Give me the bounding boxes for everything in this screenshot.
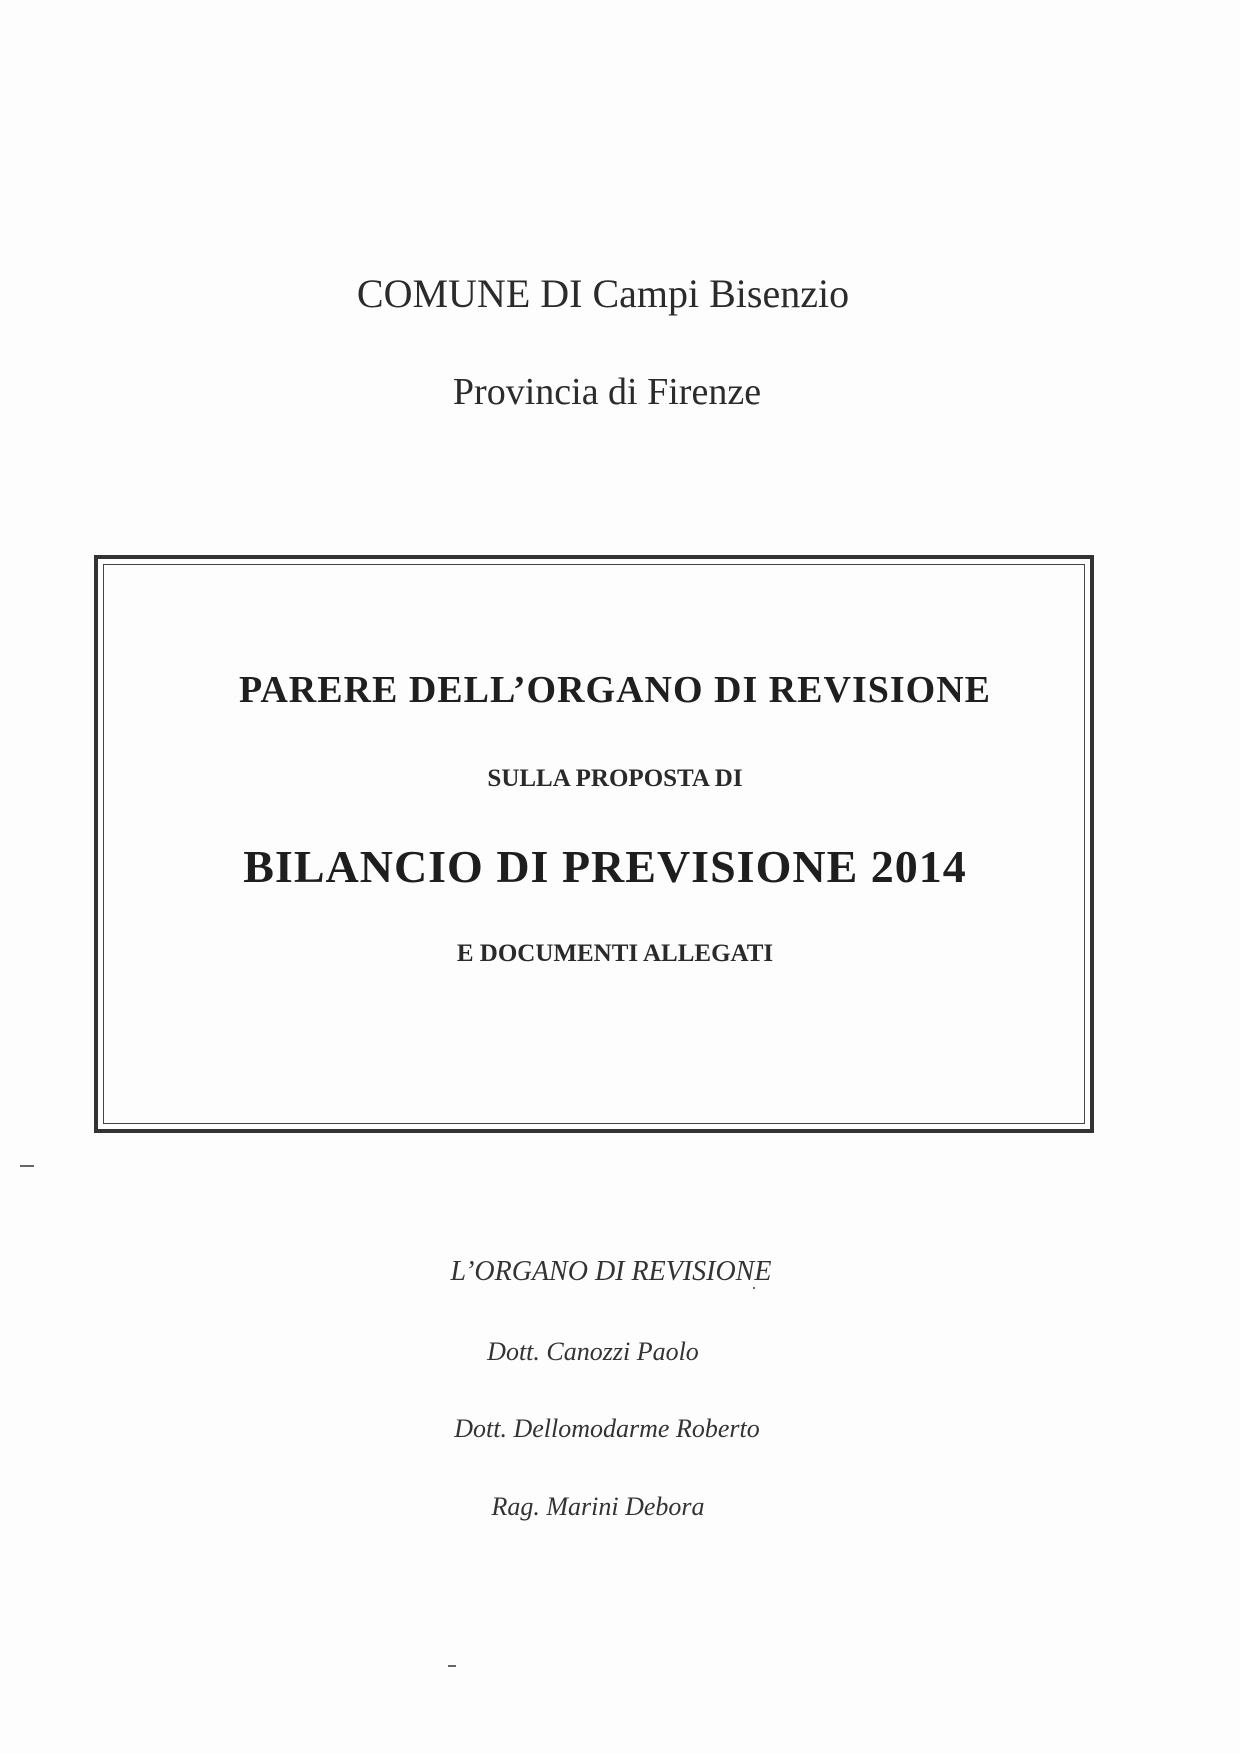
member-name: Dott. Canozzi Paolo xyxy=(487,1337,699,1366)
bilancio-title: BILANCIO DI PREVISIONE 2014 xyxy=(243,841,967,892)
member-name: Rag. Marini Debora xyxy=(491,1492,705,1521)
comune-heading: COMUNE DI Campi Bisenzio xyxy=(356,271,850,316)
scan-mark xyxy=(753,1287,755,1289)
parere-title: PARERE DELL’ORGANO DI REVISIONE xyxy=(238,669,992,711)
allegati-note: E DOCUMENTI ALLEGATI xyxy=(456,940,774,967)
provincia-heading: Provincia di Firenze xyxy=(452,371,762,413)
member-name: Dott. Dellomodarme Roberto xyxy=(454,1414,760,1443)
proposta-subtitle: SULLA PROPOSTA DI xyxy=(487,765,743,792)
scan-mark xyxy=(448,1665,456,1667)
organo-label: L’ORGANO DI REVISIONE xyxy=(450,1256,772,1287)
scan-mark xyxy=(20,1165,34,1167)
